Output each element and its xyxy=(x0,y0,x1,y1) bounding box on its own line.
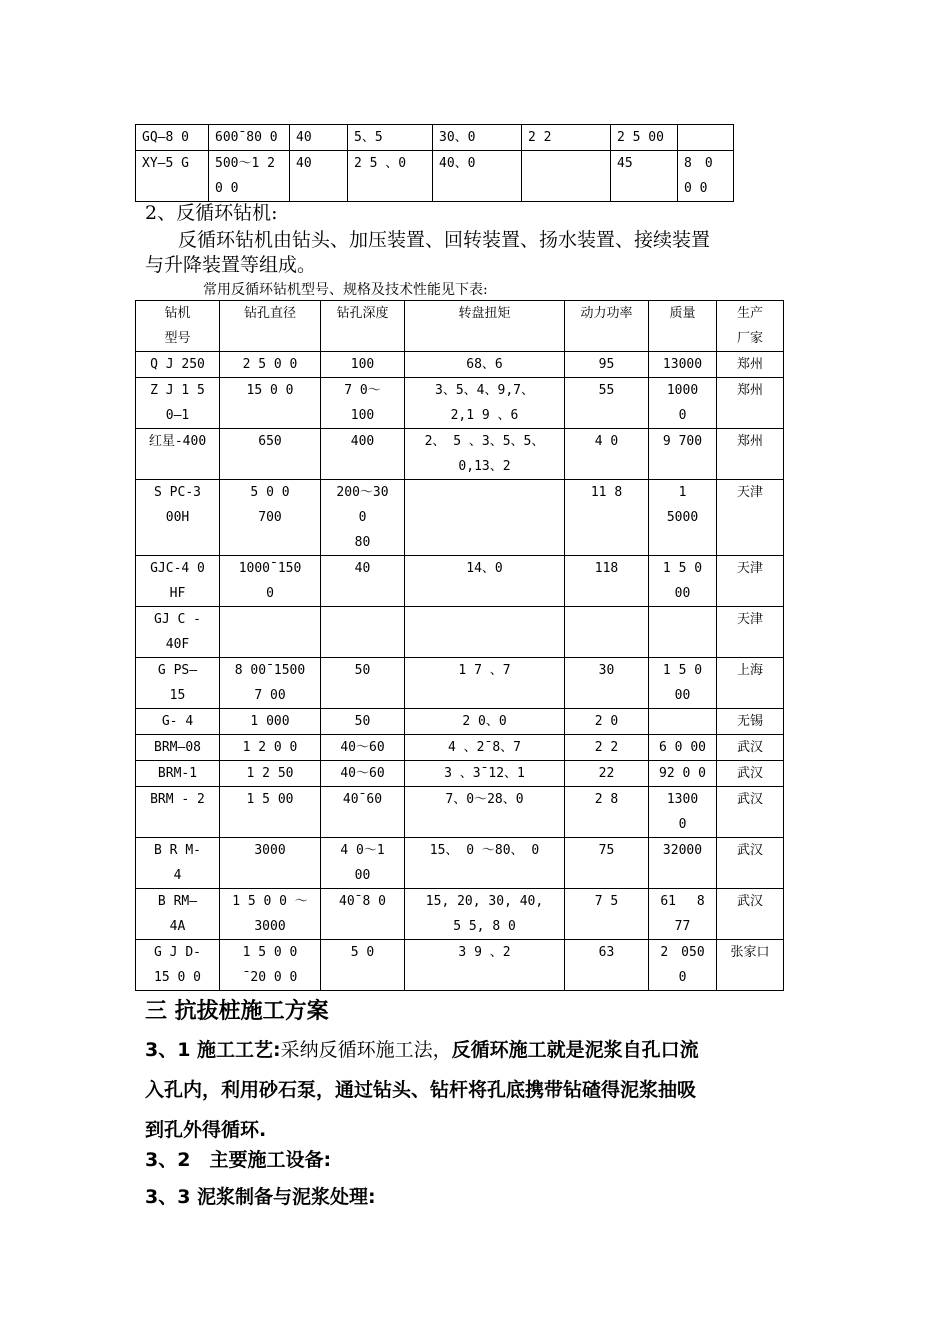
table-cell: 5、5 xyxy=(348,125,433,151)
table-cell: 11 8 xyxy=(565,480,649,556)
table-cell: 40～60 xyxy=(321,735,405,761)
table-cell: 7 0～ 100 xyxy=(321,378,405,429)
table-cell: 40 xyxy=(321,556,405,607)
table-cell xyxy=(405,607,565,658)
table-cell: 2 5 00 xyxy=(611,125,678,151)
table-cell: 1 000 xyxy=(220,709,321,735)
table-cell: 40～60 xyxy=(321,761,405,787)
table-cell: 15 0 0 xyxy=(220,378,321,429)
heading-3-2: 3、2 主要施工设备: xyxy=(145,1149,332,1171)
table-cell: GJC-4 0 HF xyxy=(136,556,220,607)
table-cell: 3 9 、2 xyxy=(405,940,565,991)
table-cell: 5 0 0 700 xyxy=(220,480,321,556)
table-cell: 4 0～1 00 xyxy=(321,838,405,889)
table-cell: 13000 xyxy=(649,352,717,378)
table-row xyxy=(136,151,734,202)
reverse-circulation-drill-table xyxy=(135,300,784,991)
table-header-cell: 钻孔深度 xyxy=(321,301,405,352)
table-row xyxy=(136,378,784,429)
table-cell: S PC-3 00H xyxy=(136,480,220,556)
table-cell: 68、6 xyxy=(405,352,565,378)
table-cell xyxy=(321,607,405,658)
table-cell: 武汉 xyxy=(717,761,784,787)
table-cell: 8 0 0 0 xyxy=(678,151,734,202)
table-cell: 1 2 0 0 xyxy=(220,735,321,761)
paragraph-line-1: 反循环钻机由钻头、加压装置、回转装置、扬水装置、接续装置 xyxy=(178,229,711,251)
table-cell: 500～1 2 0 0 xyxy=(209,151,290,202)
table-cell: 3 、3¯12、1 xyxy=(405,761,565,787)
table-cell: BRM - 2 xyxy=(136,787,220,838)
table-header-cell: 质量 xyxy=(649,301,717,352)
table-cell: GQ—8 0 xyxy=(136,125,209,151)
table-cell: 40 xyxy=(290,151,348,202)
drill-spec-table-top xyxy=(135,124,734,202)
table-cell xyxy=(405,480,565,556)
text-3-1-bold: 反循环施工就是泥浆自孔口流 xyxy=(451,1039,699,1061)
table-row xyxy=(136,940,784,991)
table-cell: BRM—08 xyxy=(136,735,220,761)
table-cell: B RM— 4A xyxy=(136,889,220,940)
table-cell: 55 xyxy=(565,378,649,429)
table-cell: 15, 20, 30, 40, 5 5, 8 0 xyxy=(405,889,565,940)
table-cell: 1 7 、7 xyxy=(405,658,565,709)
table-cell: 1 5 0 0 ～ 3000 xyxy=(220,889,321,940)
table-cell: 天津 xyxy=(717,556,784,607)
table-cell xyxy=(565,607,649,658)
table-cell: 2 2 xyxy=(565,735,649,761)
table-cell: 1 5 0 00 xyxy=(649,556,717,607)
table-cell: GJ C - 40F xyxy=(136,607,220,658)
table-cell: 22 xyxy=(565,761,649,787)
table-cell: 15、 0 ～80、 0 xyxy=(405,838,565,889)
table-cell: 1 2 50 xyxy=(220,761,321,787)
table-cell: 3、5、4、9,7、 2,1 9 、6 xyxy=(405,378,565,429)
table-header-row xyxy=(136,301,784,352)
table-cell: 14、0 xyxy=(405,556,565,607)
table-cell: 1000 0 xyxy=(649,378,717,429)
table-cell: 6 0 00 xyxy=(649,735,717,761)
paragraph-3-1-line-1 xyxy=(145,1030,699,1070)
table-row xyxy=(136,125,734,151)
table-cell: 武汉 xyxy=(717,838,784,889)
table-cell: 30、0 xyxy=(433,125,522,151)
paragraph-3-1-line-2: 入孔内，利用砂石泵，通过钻头、钻杆将孔底携带钻碴得泥浆抽吸 xyxy=(145,1079,697,1101)
table-cell: 1 5 0 00 xyxy=(649,658,717,709)
table-cell: 92 0 0 xyxy=(649,761,717,787)
table-cell: B R M- 4 xyxy=(136,838,220,889)
table-cell: 郑州 xyxy=(717,429,784,480)
table-cell: 9 700 xyxy=(649,429,717,480)
table-row xyxy=(136,352,784,378)
paragraph-3-1-line-3: 到孔外得循环. xyxy=(145,1119,267,1141)
table-cell: BRM-1 xyxy=(136,761,220,787)
table-cell: G PS— 15 xyxy=(136,658,220,709)
table-cell: 75 xyxy=(565,838,649,889)
table-cell: 1300 0 xyxy=(649,787,717,838)
table-row xyxy=(136,480,784,556)
table-caption: 常用反循环钻机型号、规格及技术性能见下表: xyxy=(203,282,488,298)
table-cell: 8 00¯1500 7 00 xyxy=(220,658,321,709)
table-row xyxy=(136,607,784,658)
table-header-cell: 钻机 型号 xyxy=(136,301,220,352)
text-3-1-normal: 采纳反循环施工法， xyxy=(280,1039,452,1061)
table-cell: 45 xyxy=(611,151,678,202)
table-row xyxy=(136,709,784,735)
table-cell xyxy=(649,709,717,735)
table-cell xyxy=(522,151,611,202)
table-cell: 武汉 xyxy=(717,787,784,838)
table-cell: 40 xyxy=(290,125,348,151)
table-cell: G J D- 15 0 0 xyxy=(136,940,220,991)
table-header-cell: 转盘扭矩 xyxy=(405,301,565,352)
table-cell: 2 2 xyxy=(522,125,611,151)
table-cell: XY—5 G xyxy=(136,151,209,202)
table-cell: 2 050 0 xyxy=(649,940,717,991)
label-3-1: 3、1 施工工艺: xyxy=(145,1039,281,1061)
table-cell: 2、 5 、3、5、5、 0,13、2 xyxy=(405,429,565,480)
table-cell: 1 5000 xyxy=(649,480,717,556)
table-cell: 郑州 xyxy=(717,352,784,378)
table-cell: 郑州 xyxy=(717,378,784,429)
table-cell: 上海 xyxy=(717,658,784,709)
table-cell: 2 8 xyxy=(565,787,649,838)
section-heading-reverse-circulation: 2、反循环钻机: xyxy=(145,202,278,224)
section-heading-uplift-pile: 三 抗拔桩施工方案 xyxy=(145,999,329,1024)
table-cell: Z J 1 5 0—1 xyxy=(136,378,220,429)
table-cell: 4 、2¯8、7 xyxy=(405,735,565,761)
table-cell: 张家口 xyxy=(717,940,784,991)
table-cell: 无锡 xyxy=(717,709,784,735)
table-cell: 3000 xyxy=(220,838,321,889)
table-header-cell: 生产 厂家 xyxy=(717,301,784,352)
table-cell: 2 5 0 0 xyxy=(220,352,321,378)
table-cell: 武汉 xyxy=(717,889,784,940)
table-cell: 天津 xyxy=(717,480,784,556)
table-cell xyxy=(678,125,734,151)
table-cell: 63 xyxy=(565,940,649,991)
table-cell: 200～30 0 80 xyxy=(321,480,405,556)
table-cell: 2 0、0 xyxy=(405,709,565,735)
table-row xyxy=(136,838,784,889)
table-row xyxy=(136,735,784,761)
table-cell: 95 xyxy=(565,352,649,378)
table-cell xyxy=(220,607,321,658)
table-cell: 32000 xyxy=(649,838,717,889)
table-row xyxy=(136,429,784,480)
table-row xyxy=(136,787,784,838)
heading-3-3: 3、3 泥浆制备与泥浆处理: xyxy=(145,1186,376,1208)
table-cell: 1000¯150 0 xyxy=(220,556,321,607)
table-cell: 4 0 xyxy=(565,429,649,480)
table-cell: 400 xyxy=(321,429,405,480)
table-cell: 天津 xyxy=(717,607,784,658)
table-cell: 40¯8 0 xyxy=(321,889,405,940)
table-cell: 118 xyxy=(565,556,649,607)
table-row xyxy=(136,889,784,940)
table-cell: 650 xyxy=(220,429,321,480)
table-row xyxy=(136,761,784,787)
table-cell: 61 8 77 xyxy=(649,889,717,940)
table-cell: 40、0 xyxy=(433,151,522,202)
table-cell: 50 xyxy=(321,709,405,735)
table-cell: 2 0 xyxy=(565,709,649,735)
table-cell: 7、0～28、0 xyxy=(405,787,565,838)
table-cell: 600¯80 0 xyxy=(209,125,290,151)
table-cell: Q J 250 xyxy=(136,352,220,378)
table-row xyxy=(136,556,784,607)
table-cell: 1 5 00 xyxy=(220,787,321,838)
table-header-cell: 动力功率 xyxy=(565,301,649,352)
table-cell: G- 4 xyxy=(136,709,220,735)
table-cell: 100 xyxy=(321,352,405,378)
table-cell: 7 5 xyxy=(565,889,649,940)
table-cell: 武汉 xyxy=(717,735,784,761)
table-cell: 40¯60 xyxy=(321,787,405,838)
table-header-cell: 钻孔直径 xyxy=(220,301,321,352)
table-row xyxy=(136,658,784,709)
table-cell xyxy=(649,607,717,658)
paragraph-line-2: 与升降装置等组成。 xyxy=(145,254,317,276)
table-cell: 50 xyxy=(321,658,405,709)
table-cell: 30 xyxy=(565,658,649,709)
table-cell: 红星-400 xyxy=(136,429,220,480)
table-cell: 5 0 xyxy=(321,940,405,991)
table-cell: 2 5 、0 xyxy=(348,151,433,202)
table-cell: 1 5 0 0 ¯20 0 0 xyxy=(220,940,321,991)
